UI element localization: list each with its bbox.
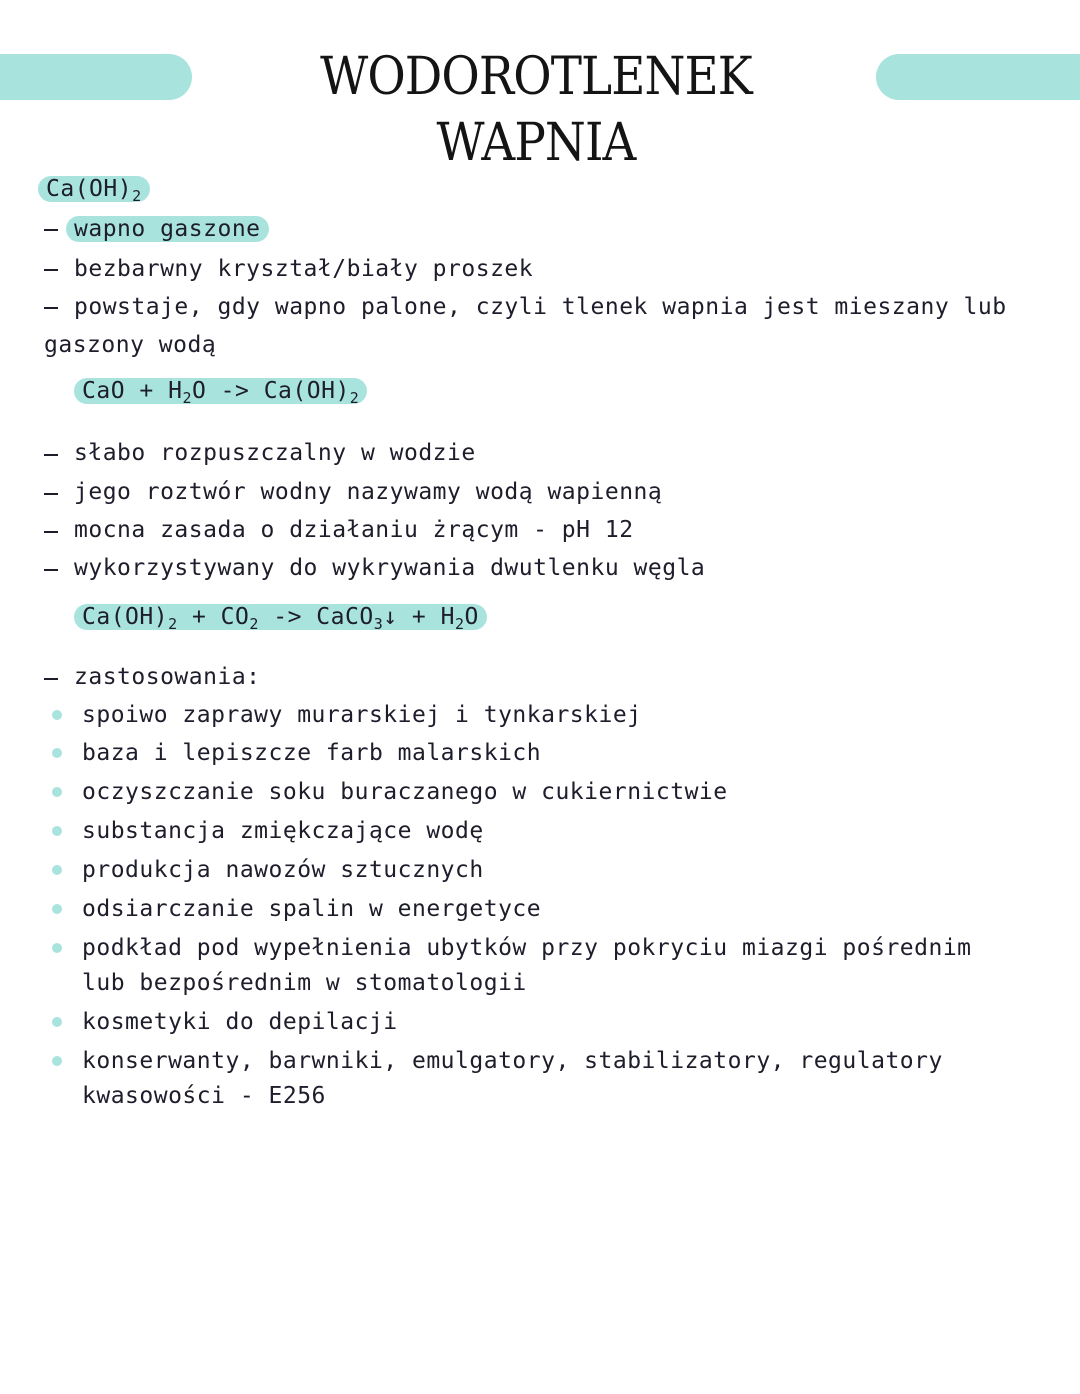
intro-origin-line1: powstaje, gdy wapno palone, czyli tlenek wapnia jest mieszany lub bbox=[74, 294, 1007, 320]
use-item: substancja zmiękczające wodę bbox=[82, 818, 484, 844]
uses-heading: zastosowania: bbox=[74, 664, 261, 690]
intro-appearance: bezbarwny kryształ/biały proszek bbox=[74, 256, 534, 282]
dot-bullet bbox=[52, 787, 62, 797]
dash-bullet bbox=[44, 493, 58, 495]
dash-bullet bbox=[44, 307, 58, 309]
dot-bullet bbox=[52, 710, 62, 720]
property-item: wykorzystywany do wykrywania dwutlenku węgla bbox=[74, 555, 706, 581]
dash-bullet bbox=[44, 569, 58, 571]
dot-bullet bbox=[52, 748, 62, 758]
dash-bullet bbox=[44, 454, 58, 456]
intro-origin-line2: gaszony wodą bbox=[44, 332, 217, 358]
use-item: podkład pod wypełnienia ubytków przy pokryciu miazgi pośrednim bbox=[82, 935, 972, 961]
dash-bullet bbox=[44, 678, 58, 680]
dash-bullet bbox=[44, 269, 58, 271]
use-item: spoiwo zaprawy murarskiej i tynkarskiej bbox=[82, 702, 642, 728]
page-title: WODOROTLENEK WAPNIA bbox=[320, 47, 752, 173]
use-item-continuation: kwasowości - E256 bbox=[82, 1083, 326, 1109]
dot-bullet bbox=[52, 865, 62, 875]
header-band-left bbox=[0, 54, 192, 100]
use-item: oczyszczanie soku buraczanego w cukiernictwie bbox=[82, 779, 728, 805]
use-item: produkcja nawozów sztucznych bbox=[82, 857, 484, 883]
use-item: odsiarczanie spalin w energetyce bbox=[82, 896, 542, 922]
formula: $Ca(OH)_2$ bbox=[38, 174, 150, 211]
dot-bullet bbox=[52, 904, 62, 914]
use-item: kosmetyki do depilacji bbox=[82, 1009, 398, 1035]
dot-bullet bbox=[52, 826, 62, 836]
dot-bullet bbox=[52, 1056, 62, 1066]
use-item-continuation: lub bezpośrednim w stomatologii bbox=[82, 970, 527, 996]
use-item: baza i lepiszcze farb malarskich bbox=[82, 740, 542, 766]
header-band-right bbox=[876, 54, 1080, 100]
intro-name: wapno gaszone bbox=[66, 214, 269, 244]
property-item: słabo rozpuszczalny w wodzie bbox=[74, 440, 476, 466]
property-item: jego roztwór wodny nazywamy wodą wapienną bbox=[74, 479, 663, 505]
dash-bullet bbox=[44, 531, 58, 533]
dot-bullet bbox=[52, 943, 62, 953]
dash-bullet bbox=[44, 229, 58, 231]
property-item: mocna zasada o działaniu żrącym - pH 12 bbox=[74, 517, 634, 543]
reaction-2: $Ca(OH)_2 + CO_2$ -> CaCO$_3$↓ + $H_2O$ bbox=[74, 602, 487, 639]
dot-bullet bbox=[52, 1017, 62, 1027]
reaction-1: CaO + $H_2O -> Ca(OH)_2$ bbox=[74, 376, 367, 413]
use-item: konserwanty, barwniki, emulgatory, stabilizatory, regulatory bbox=[82, 1048, 943, 1074]
